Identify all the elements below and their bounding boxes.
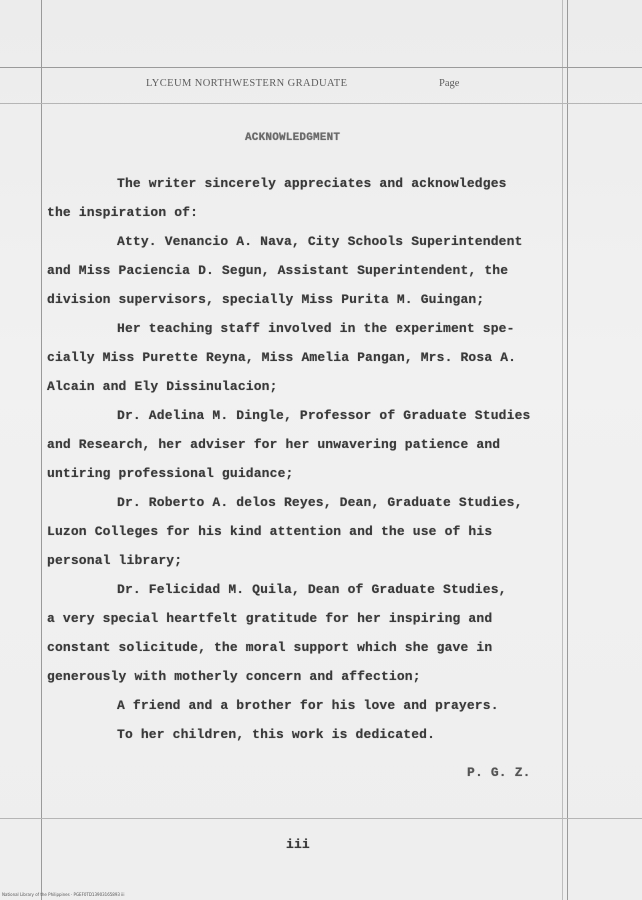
- body-line: cially Miss Purette Reyna, Miss Amelia Pangan, Mrs. Rosa A.: [47, 350, 517, 365]
- letterhead-title: LYCEUM NORTHWESTERN GRADUATE: [146, 78, 348, 89]
- body-line: and Research, her adviser for her unwavering patience and: [47, 437, 501, 452]
- body-line: Dr. Adelina M. Dingle, Professor of Graduate Studies: [117, 408, 531, 423]
- letterhead-page-label: Page: [439, 78, 460, 89]
- body-line: constant solicitude, the moral support which she gave in: [47, 640, 493, 655]
- left-margin-rule: [41, 0, 42, 900]
- header-top-rule: [0, 67, 642, 68]
- body-line: Dr. Roberto A. delos Reyes, Dean, Graduate Studies,: [117, 495, 523, 510]
- footer-rule: [0, 818, 642, 819]
- body-line: Her teaching staff involved in the experiment spe-: [117, 321, 515, 336]
- body-line: The writer sincerely appreciates and acknowledges: [117, 176, 507, 191]
- body-line: Atty. Venancio A. Nava, City Schools Superintendent: [117, 234, 523, 249]
- signature-initials: P. G. Z.: [467, 765, 531, 780]
- page-title: ACKNOWLEDGMENT: [245, 132, 341, 144]
- body-line: Alcain and Ely Dissinulacion;: [47, 379, 278, 394]
- body-line: division supervisors, specially Miss Purita M. Guingan;: [47, 292, 485, 307]
- body-line: generously with motherly concern and affection;: [47, 669, 421, 684]
- body-line: untiring professional guidance;: [47, 466, 294, 481]
- header-bottom-rule: [0, 103, 642, 104]
- right-inner-rule: [562, 0, 563, 900]
- body-line: Dr. Felicidad M. Quila, Dean of Graduate Studies,: [117, 582, 507, 597]
- body-line: personal library;: [47, 553, 183, 568]
- scan-footer-note: National Library of the Philippines · PGEF0TD13903165893 iii: [2, 892, 125, 897]
- body-line: A friend and a brother for his love and prayers.: [117, 698, 499, 713]
- right-margin-rule: [567, 0, 568, 900]
- page-number: iii: [286, 837, 310, 852]
- body-line: a very special heartfelt gratitude for her inspiring and: [47, 611, 493, 626]
- body-line: and Miss Paciencia D. Segun, Assistant Superintendent, the: [47, 263, 509, 278]
- body-line: Luzon Colleges for his kind attention and the use of his: [47, 524, 493, 539]
- body-line: the inspiration of:: [47, 205, 199, 220]
- body-line: To her children, this work is dedicated.: [117, 727, 436, 742]
